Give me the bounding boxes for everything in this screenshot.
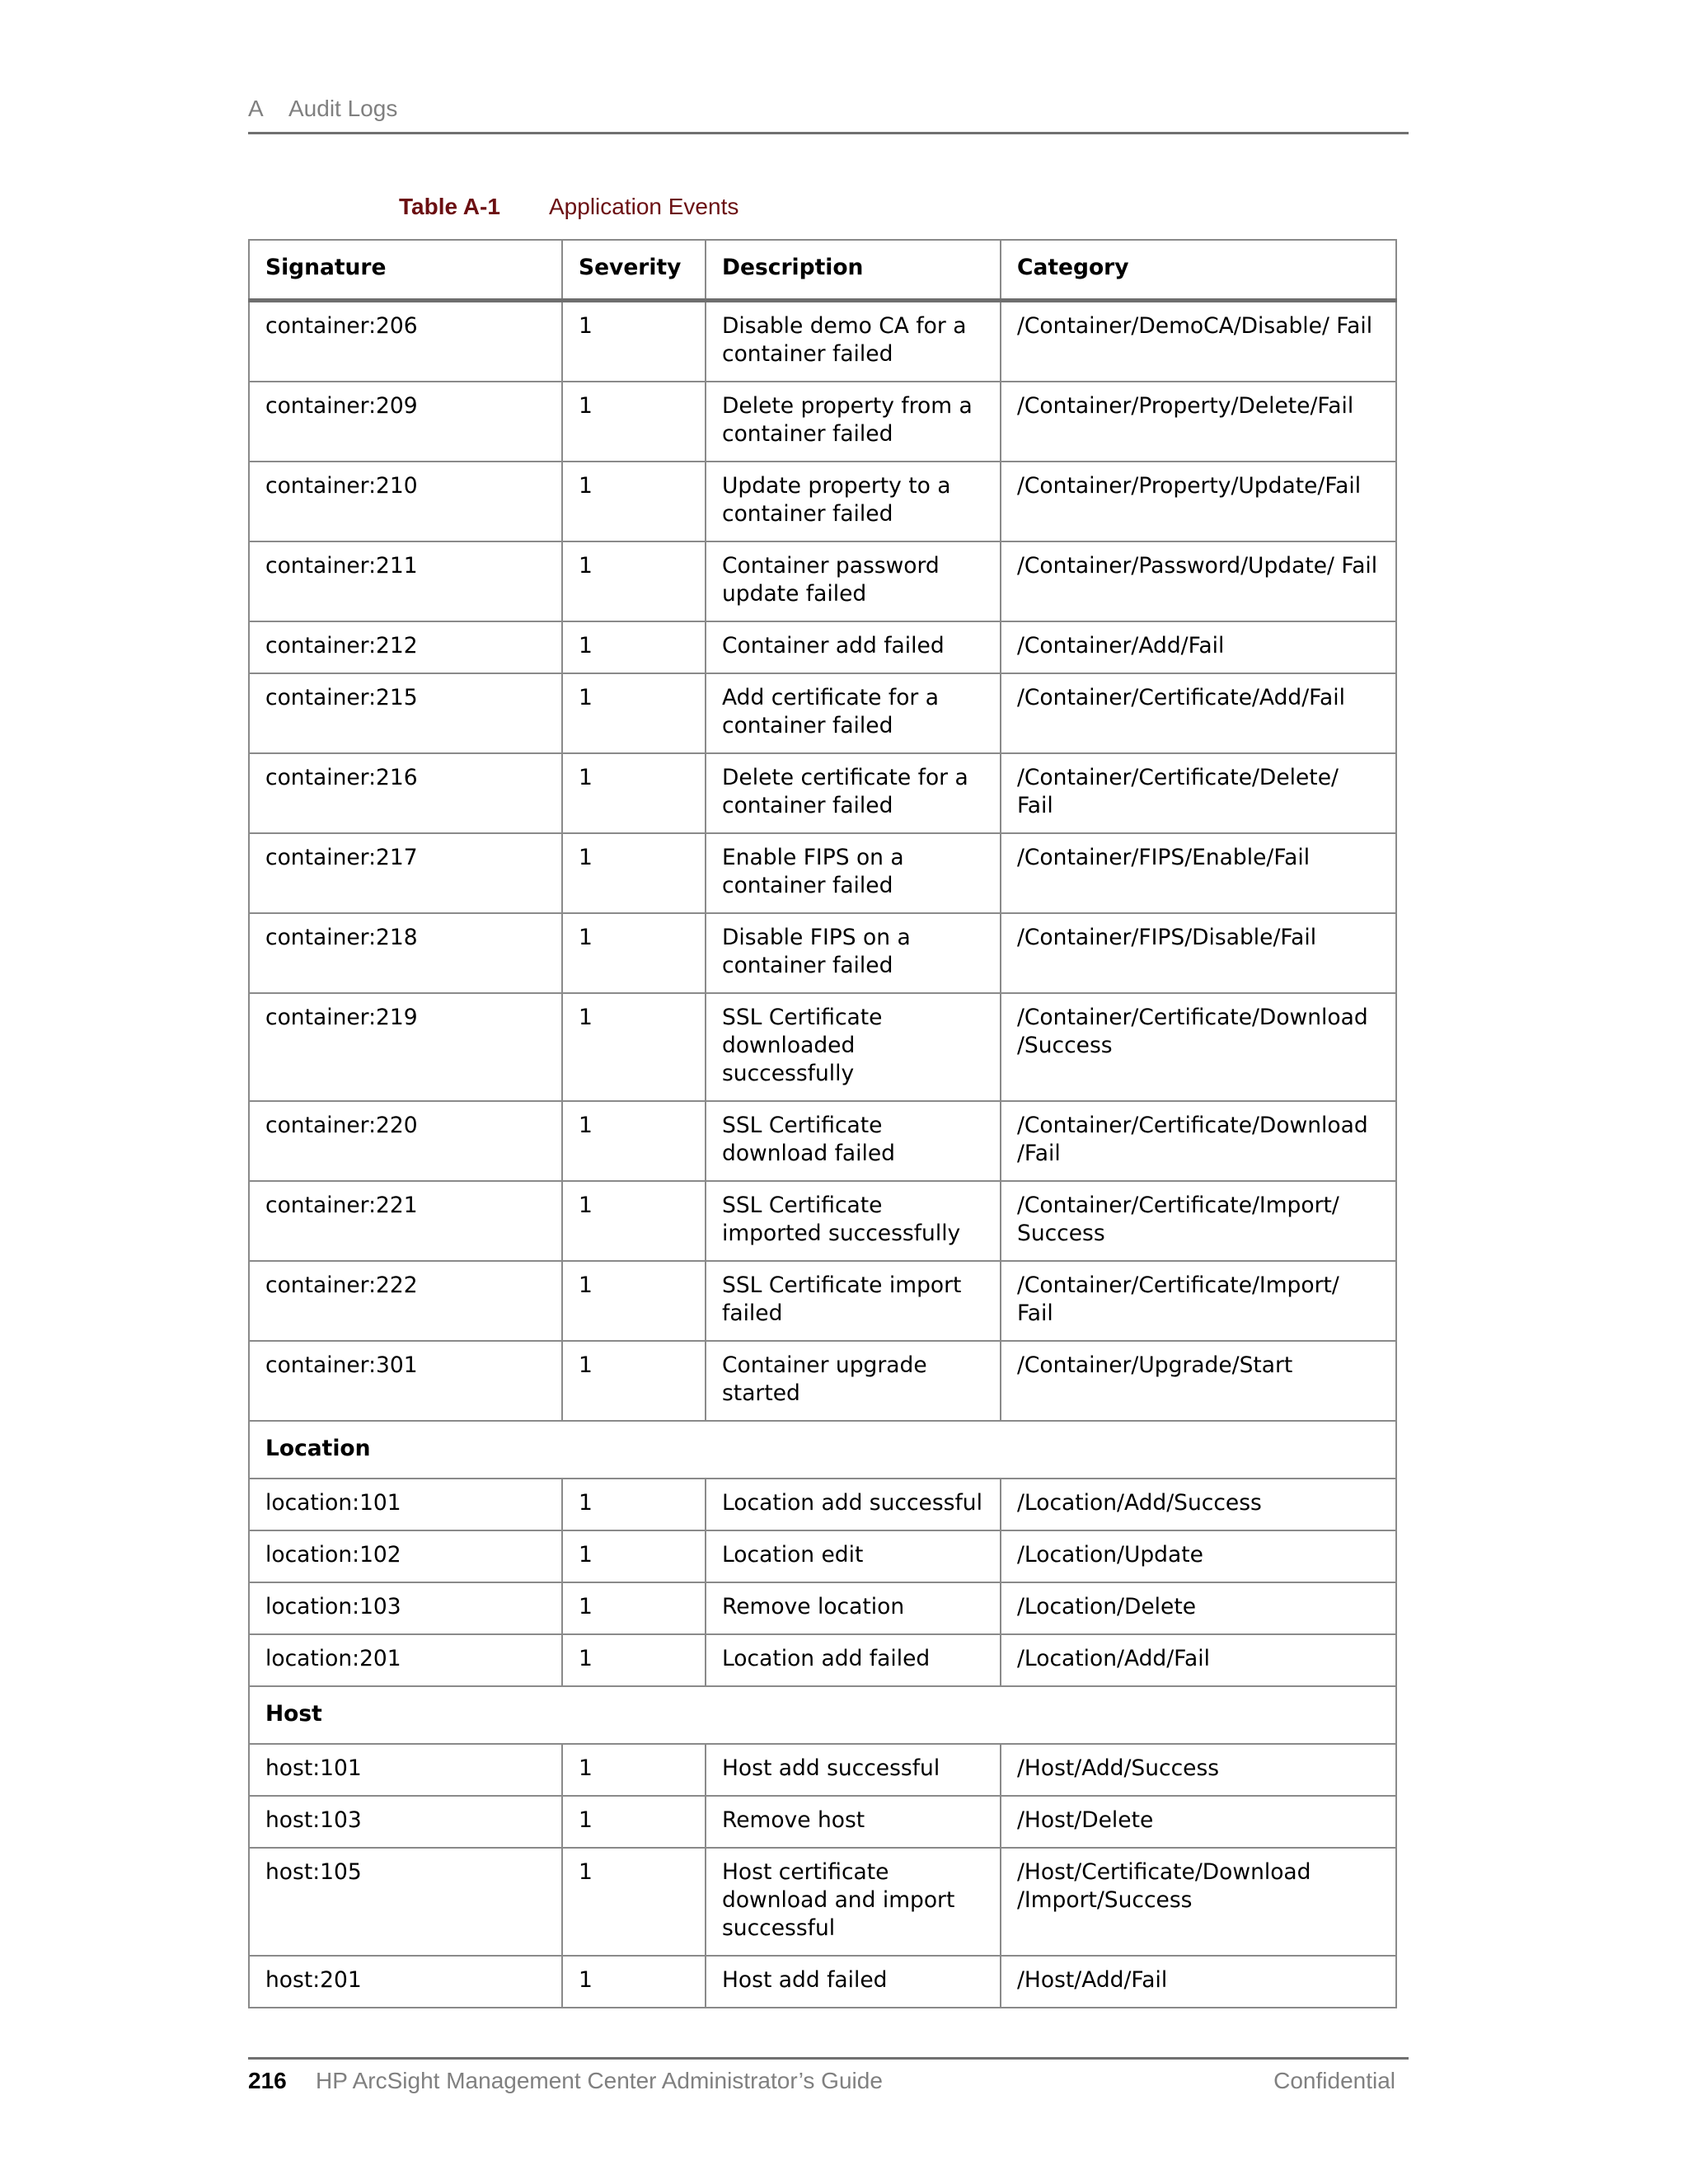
- signature-cell: container:209: [249, 382, 562, 462]
- category-cell: /Container/Certificate/Download /Fail: [1001, 1101, 1396, 1181]
- category-cell: /Container/Property/Delete/Fail: [1001, 382, 1396, 462]
- running-header: [248, 91, 1409, 134]
- severity-cell: 1: [562, 753, 706, 833]
- section-row: [249, 1686, 1396, 1744]
- description-cell: Add certificate for a container failed: [706, 673, 1001, 753]
- signature-cell: container:301: [249, 1341, 562, 1421]
- signature-cell: host:201: [249, 1956, 562, 2008]
- description-cell: Location add successful: [706, 1479, 1001, 1530]
- table-row: [249, 1181, 1396, 1261]
- description-cell: Host add failed: [706, 1956, 1001, 2008]
- description-cell: Host certificate download and import successful: [706, 1848, 1001, 1956]
- signature-cell: container:215: [249, 673, 562, 753]
- table-row: [249, 301, 1396, 382]
- description-cell: Container upgrade started: [706, 1341, 1001, 1421]
- category-cell: /Location/Add/Success: [1001, 1479, 1396, 1530]
- category-cell: /Container/DemoCA/Disable/ Fail: [1001, 301, 1396, 382]
- section-heading: Host: [249, 1686, 1396, 1744]
- guide-title: HP ArcSight Management Center Administrator’s Guide: [316, 2068, 883, 2093]
- description-cell: Container password update failed: [706, 541, 1001, 621]
- table-row: [249, 1582, 1396, 1634]
- table-body: [249, 301, 1396, 2008]
- table-row: [249, 1479, 1396, 1530]
- category-cell: /Container/Certificate/Download /Success: [1001, 993, 1396, 1101]
- signature-cell: container:217: [249, 833, 562, 913]
- severity-cell: 1: [562, 1479, 706, 1530]
- severity-cell: 1: [562, 462, 706, 541]
- description-cell: Delete certificate for a container failed: [706, 753, 1001, 833]
- severity-cell: 1: [562, 1744, 706, 1796]
- description-cell: SSL Certificate import failed: [706, 1261, 1001, 1341]
- category-cell: /Container/Upgrade/Start: [1001, 1341, 1396, 1421]
- severity-cell: 1: [562, 621, 706, 673]
- table-row: [249, 1796, 1396, 1848]
- signature-cell: container:216: [249, 753, 562, 833]
- signature-cell: location:101: [249, 1479, 562, 1530]
- description-cell: Host add successful: [706, 1744, 1001, 1796]
- signature-cell: container:210: [249, 462, 562, 541]
- description-cell: Location add failed: [706, 1634, 1001, 1686]
- severity-cell: 1: [562, 833, 706, 913]
- category-cell: /Container/FIPS/Enable/Fail: [1001, 833, 1396, 913]
- table-header: [249, 240, 1396, 301]
- application-events-table: [248, 239, 1397, 2008]
- description-cell: SSL Certificate imported successfully: [706, 1181, 1001, 1261]
- signature-cell: container:218: [249, 913, 562, 993]
- category-cell: /Container/Add/Fail: [1001, 621, 1396, 673]
- table-row: [249, 1634, 1396, 1686]
- table-row: [249, 1530, 1396, 1582]
- category-cell: /Container/Certificate/Import/ Success: [1001, 1181, 1396, 1261]
- column-header-category: Category: [1001, 240, 1396, 301]
- description-cell: Container add failed: [706, 621, 1001, 673]
- table-row: [249, 1744, 1396, 1796]
- category-cell: /Location/Delete: [1001, 1582, 1396, 1634]
- table-row: [249, 541, 1396, 621]
- signature-cell: container:211: [249, 541, 562, 621]
- category-cell: /Container/Certificate/Import/ Fail: [1001, 1261, 1396, 1341]
- table-row: [249, 621, 1396, 673]
- header-row: [249, 240, 1396, 301]
- signature-cell: location:103: [249, 1582, 562, 1634]
- table-row: [249, 753, 1396, 833]
- severity-cell: 1: [562, 541, 706, 621]
- page-number: 216: [248, 2068, 287, 2093]
- table-row: [249, 993, 1396, 1101]
- severity-cell: 1: [562, 1956, 706, 2008]
- column-header-description: Description: [706, 240, 1001, 301]
- category-cell: /Container/Password/Update/ Fail: [1001, 541, 1396, 621]
- table-row: [249, 1261, 1396, 1341]
- chapter-title: Audit Logs: [288, 96, 398, 121]
- signature-cell: container:220: [249, 1101, 562, 1181]
- description-cell: Disable demo CA for a container failed: [706, 301, 1001, 382]
- running-footer: [248, 2057, 1409, 2093]
- signature-cell: host:101: [249, 1744, 562, 1796]
- category-cell: /Container/Property/Update/Fail: [1001, 462, 1396, 541]
- severity-cell: 1: [562, 1848, 706, 1956]
- table-row: [249, 1341, 1396, 1421]
- severity-cell: 1: [562, 1582, 706, 1634]
- column-header-severity: Severity: [562, 240, 706, 301]
- table-number: Table A-1: [399, 194, 500, 219]
- severity-cell: 1: [562, 1261, 706, 1341]
- signature-cell: container:222: [249, 1261, 562, 1341]
- description-cell: Delete property from a container failed: [706, 382, 1001, 462]
- signature-cell: container:212: [249, 621, 562, 673]
- confidentiality-label: Confidential: [1273, 2068, 1395, 2093]
- severity-cell: 1: [562, 1341, 706, 1421]
- signature-cell: container:219: [249, 993, 562, 1101]
- description-cell: Disable FIPS on a container failed: [706, 913, 1001, 993]
- severity-cell: 1: [562, 993, 706, 1101]
- severity-cell: 1: [562, 382, 706, 462]
- table-row: [249, 1956, 1396, 2008]
- table-row: [249, 1848, 1396, 1956]
- table-row: [249, 382, 1396, 462]
- section-row: [249, 1421, 1396, 1479]
- severity-cell: 1: [562, 1634, 706, 1686]
- table-row: [249, 462, 1396, 541]
- description-cell: Update property to a container failed: [706, 462, 1001, 541]
- category-cell: /Container/Certificate/Add/Fail: [1001, 673, 1396, 753]
- category-cell: /Location/Add/Fail: [1001, 1634, 1396, 1686]
- category-cell: /Container/FIPS/Disable/Fail: [1001, 913, 1396, 993]
- category-cell: /Host/Certificate/Download /Import/Success: [1001, 1848, 1396, 1956]
- description-cell: Remove host: [706, 1796, 1001, 1848]
- table-row: [249, 913, 1396, 993]
- signature-cell: host:105: [249, 1848, 562, 1956]
- severity-cell: 1: [562, 1101, 706, 1181]
- severity-cell: 1: [562, 1530, 706, 1582]
- signature-cell: container:221: [249, 1181, 562, 1261]
- table-row: [249, 673, 1396, 753]
- category-cell: /Host/Delete: [1001, 1796, 1396, 1848]
- category-cell: /Location/Update: [1001, 1530, 1396, 1582]
- description-cell: Remove location: [706, 1582, 1001, 1634]
- table-title: Application Events: [549, 194, 739, 219]
- signature-cell: host:103: [249, 1796, 562, 1848]
- severity-cell: 1: [562, 913, 706, 993]
- severity-cell: 1: [562, 1181, 706, 1261]
- severity-cell: 1: [562, 1796, 706, 1848]
- signature-cell: location:201: [249, 1634, 562, 1686]
- description-cell: Location edit: [706, 1530, 1001, 1582]
- description-cell: SSL Certificate download failed: [706, 1101, 1001, 1181]
- category-cell: /Container/Certificate/Delete/ Fail: [1001, 753, 1396, 833]
- chapter-letter: A: [248, 96, 264, 121]
- section-heading: Location: [249, 1421, 1396, 1479]
- table-row: [249, 833, 1396, 913]
- description-cell: Enable FIPS on a container failed: [706, 833, 1001, 913]
- signature-cell: location:102: [249, 1530, 562, 1582]
- table-row: [249, 1101, 1396, 1181]
- description-cell: SSL Certificate downloaded successfully: [706, 993, 1001, 1101]
- category-cell: /Host/Add/Success: [1001, 1744, 1396, 1796]
- severity-cell: 1: [562, 301, 706, 382]
- signature-cell: container:206: [249, 301, 562, 382]
- severity-cell: 1: [562, 673, 706, 753]
- category-cell: /Host/Add/Fail: [1001, 1956, 1396, 2008]
- column-header-signature: Signature: [249, 240, 562, 301]
